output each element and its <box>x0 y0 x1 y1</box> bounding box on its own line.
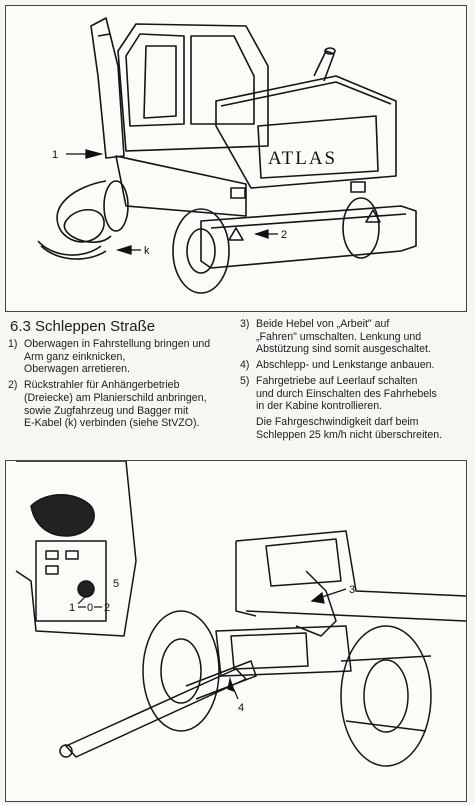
item-number: 3) <box>240 318 250 330</box>
item-number: 1) <box>8 338 18 350</box>
callout-2: 2 <box>104 602 111 614</box>
item-line: E-Kabel (k) verbinden (siehe StVZO). <box>24 417 200 430</box>
callout-arrow-1 <box>86 150 101 158</box>
item-number: 5) <box>240 374 250 387</box>
item-line: Fahrgetriebe auf Leerlauf schalten <box>256 374 418 387</box>
callout-4: 4 <box>238 702 245 714</box>
item-line: Beide Hebel von „Arbeit" auf <box>256 318 390 330</box>
item-line: Abschlepp- und Lenkstange anbauen. <box>256 359 435 372</box>
callout-1: 1 <box>52 149 59 161</box>
callout-5: 5 <box>113 578 120 590</box>
speed-note-line: Schleppen 25 km/h nicht überschreiten. <box>256 428 443 441</box>
list-item <box>8 338 233 376</box>
section-title: 6.3 Schleppen Straße <box>10 318 156 335</box>
item-line: (Dreiecke) am Planierschild anbringen, <box>24 391 207 404</box>
figure-tow-bar <box>5 460 467 802</box>
item-line: Rückstrahler für Anhängerbetrieb <box>24 379 180 392</box>
item-line: „Fahren" umschalten. Lenkung und <box>256 330 422 343</box>
item-line: sowie Zugfahrzeug und Bagger mit <box>24 404 189 417</box>
list-item <box>240 359 472 372</box>
figure-excavator-front <box>5 5 467 312</box>
instruction-list-left <box>8 338 233 433</box>
list-item <box>240 375 472 413</box>
item-number: 2) <box>8 379 18 392</box>
tow-bar-illustration <box>6 461 466 801</box>
item-line: Oberwagen in Fahrstellung bringen und <box>24 338 211 350</box>
callout-1: 1 <box>69 602 76 614</box>
speed-note-line: Die Fahrgeschwindigkeit darf beim <box>256 415 419 428</box>
excavator-illustration <box>6 6 466 311</box>
item-number: 4) <box>240 359 250 372</box>
item-line: in der Kabine kontrollieren. <box>256 400 383 413</box>
list-item <box>8 379 233 430</box>
callout-2: 2 <box>281 229 288 241</box>
instruction-list-right <box>240 318 472 441</box>
item-line: Oberwagen arretieren. <box>24 363 130 376</box>
item-line: Abstützung sind somit ausgeschaltet. <box>256 343 431 356</box>
list-item <box>240 318 472 356</box>
brand-lettering: ATLAS <box>268 148 338 169</box>
item-line: Arm ganz einknicken, <box>24 350 126 363</box>
section-towing <box>0 318 475 458</box>
callout-k: k <box>144 245 150 257</box>
item-line: und durch Einschalten des Fahrhebels <box>256 387 437 400</box>
callout-3: 3 <box>349 584 356 596</box>
callout-0: 0 <box>87 602 94 614</box>
